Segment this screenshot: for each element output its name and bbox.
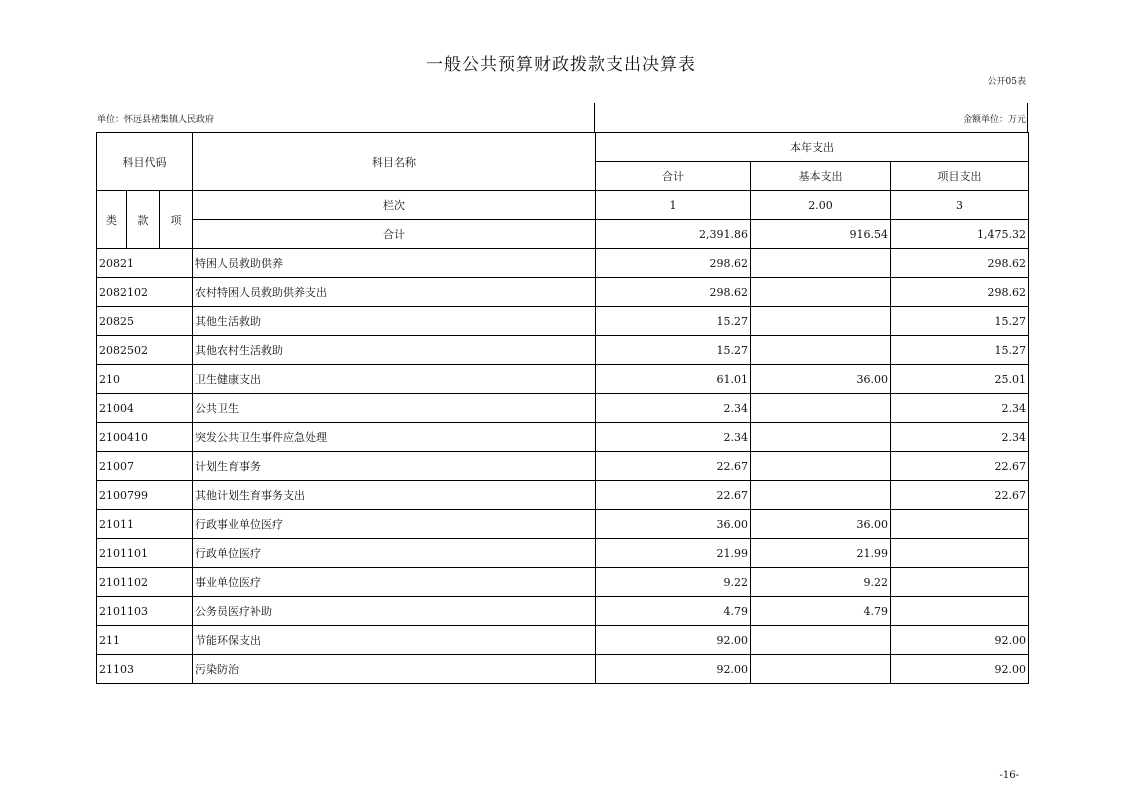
basic-cell <box>751 336 891 365</box>
table-row <box>97 597 1029 626</box>
table-row <box>97 452 1029 481</box>
subject-name-cell: 公务员医疗补助 <box>193 597 596 626</box>
subject-code-cell: 2101101 <box>97 539 193 568</box>
project-cell: 22.67 <box>891 452 1029 481</box>
basic-cell: 36.00 <box>751 365 891 394</box>
total-cell: 92.00 <box>596 655 751 684</box>
column-index-2: 2.00 <box>751 191 891 220</box>
total-cell: 9.22 <box>596 568 751 597</box>
project-cell: 22.67 <box>891 481 1029 510</box>
table-row <box>97 307 1029 336</box>
sum-total: 2,391.86 <box>596 220 751 249</box>
total-cell: 2.34 <box>596 423 751 452</box>
table-row <box>97 365 1029 394</box>
total-cell: 4.79 <box>596 597 751 626</box>
form-code: 公开05表 <box>987 77 1026 87</box>
subject-name-cell: 农村特困人员救助供养支出 <box>193 278 596 307</box>
total-header: 合计 <box>596 162 751 191</box>
table-row <box>97 568 1029 597</box>
basic-cell <box>751 423 891 452</box>
subject-name-cell: 污染防治 <box>193 655 596 684</box>
xiang-header: 项 <box>160 191 193 249</box>
subject-name-cell: 其他计划生育事务支出 <box>193 481 596 510</box>
total-cell: 36.00 <box>596 510 751 539</box>
subject-code-cell: 2101102 <box>97 568 193 597</box>
total-cell: 22.67 <box>596 481 751 510</box>
project-cell: 92.00 <box>891 626 1029 655</box>
subject-name-cell: 特困人员救助供养 <box>193 249 596 278</box>
subject-code-cell: 211 <box>97 626 193 655</box>
subject-name-cell: 突发公共卫生事件应急处理 <box>193 423 596 452</box>
project-cell: 2.34 <box>891 423 1029 452</box>
subject-name-header: 科目名称 <box>193 133 596 191</box>
subject-code-cell: 2100410 <box>97 423 193 452</box>
subject-name-cell: 行政单位医疗 <box>193 539 596 568</box>
project-cell: 15.27 <box>891 307 1029 336</box>
subject-code-cell: 2101103 <box>97 597 193 626</box>
basic-cell <box>751 452 891 481</box>
total-cell: 15.27 <box>596 336 751 365</box>
subject-name-cell: 公共卫生 <box>193 394 596 423</box>
kuan-header: 款 <box>127 191 160 249</box>
table-row <box>97 539 1029 568</box>
project-header: 项目支出 <box>891 162 1029 191</box>
subject-code-cell: 21011 <box>97 510 193 539</box>
page-number: -16- <box>999 770 1019 781</box>
total-cell: 298.62 <box>596 278 751 307</box>
subject-code-cell: 210 <box>97 365 193 394</box>
project-cell <box>891 539 1029 568</box>
table-row <box>97 655 1029 684</box>
table-row <box>97 278 1029 307</box>
column-index-3: 3 <box>891 191 1029 220</box>
sum-project: 1,475.32 <box>891 220 1029 249</box>
basic-header: 基本支出 <box>751 162 891 191</box>
amount-unit: 金额单位：万元 <box>962 115 1026 125</box>
subject-name-cell: 节能环保支出 <box>193 626 596 655</box>
basic-cell: 36.00 <box>751 510 891 539</box>
lei-header: 类 <box>97 191 127 249</box>
table-row <box>97 423 1029 452</box>
project-cell <box>891 510 1029 539</box>
header-divider <box>594 103 595 133</box>
total-cell: 61.01 <box>596 365 751 394</box>
project-cell: 25.01 <box>891 365 1029 394</box>
basic-cell: 4.79 <box>751 597 891 626</box>
subject-code-header: 科目代码 <box>97 133 193 191</box>
table-row <box>97 249 1029 278</box>
subject-name-cell: 计划生育事务 <box>193 452 596 481</box>
column-index-label: 栏次 <box>193 191 596 220</box>
sum-basic: 916.54 <box>751 220 891 249</box>
project-cell: 15.27 <box>891 336 1029 365</box>
table-row <box>97 626 1029 655</box>
project-cell: 2.34 <box>891 394 1029 423</box>
total-cell: 298.62 <box>596 249 751 278</box>
subject-name-cell: 其他农村生活救助 <box>193 336 596 365</box>
column-index-1: 1 <box>596 191 751 220</box>
subject-code-cell: 20821 <box>97 249 193 278</box>
project-cell <box>891 597 1029 626</box>
basic-cell <box>751 307 891 336</box>
subject-code-cell: 2082102 <box>97 278 193 307</box>
sum-label: 合计 <box>193 220 596 249</box>
table-row <box>97 510 1029 539</box>
total-cell: 21.99 <box>596 539 751 568</box>
page-title: 一般公共预算财政拨款支出决算表 <box>426 55 696 75</box>
subject-code-cell: 21103 <box>97 655 193 684</box>
subject-name-cell: 行政事业单位医疗 <box>193 510 596 539</box>
basic-cell <box>751 655 891 684</box>
basic-cell: 9.22 <box>751 568 891 597</box>
basic-cell: 21.99 <box>751 539 891 568</box>
total-cell: 15.27 <box>596 307 751 336</box>
basic-cell <box>751 249 891 278</box>
basic-cell <box>751 278 891 307</box>
subject-name-cell: 卫生健康支出 <box>193 365 596 394</box>
project-cell: 298.62 <box>891 249 1029 278</box>
table-row <box>97 394 1029 423</box>
total-cell: 92.00 <box>596 626 751 655</box>
table-row <box>97 481 1029 510</box>
subject-code-cell: 21004 <box>97 394 193 423</box>
subject-name-cell: 其他生活救助 <box>193 307 596 336</box>
project-cell <box>891 568 1029 597</box>
project-cell: 298.62 <box>891 278 1029 307</box>
subject-code-cell: 2082502 <box>97 336 193 365</box>
subject-code-cell: 21007 <box>97 452 193 481</box>
current-year-header: 本年支出 <box>596 133 1029 162</box>
table-row <box>97 336 1029 365</box>
subject-name-cell: 事业单位医疗 <box>193 568 596 597</box>
basic-cell <box>751 626 891 655</box>
reporting-unit: 单位：怀远县褚集镇人民政府 <box>97 115 215 125</box>
header-divider-right <box>1027 103 1028 133</box>
total-cell: 22.67 <box>596 452 751 481</box>
subject-code-cell: 20825 <box>97 307 193 336</box>
expenditure-table <box>96 132 1029 684</box>
subject-code-cell: 2100799 <box>97 481 193 510</box>
basic-cell <box>751 481 891 510</box>
basic-cell <box>751 394 891 423</box>
project-cell: 92.00 <box>891 655 1029 684</box>
total-cell: 2.34 <box>596 394 751 423</box>
